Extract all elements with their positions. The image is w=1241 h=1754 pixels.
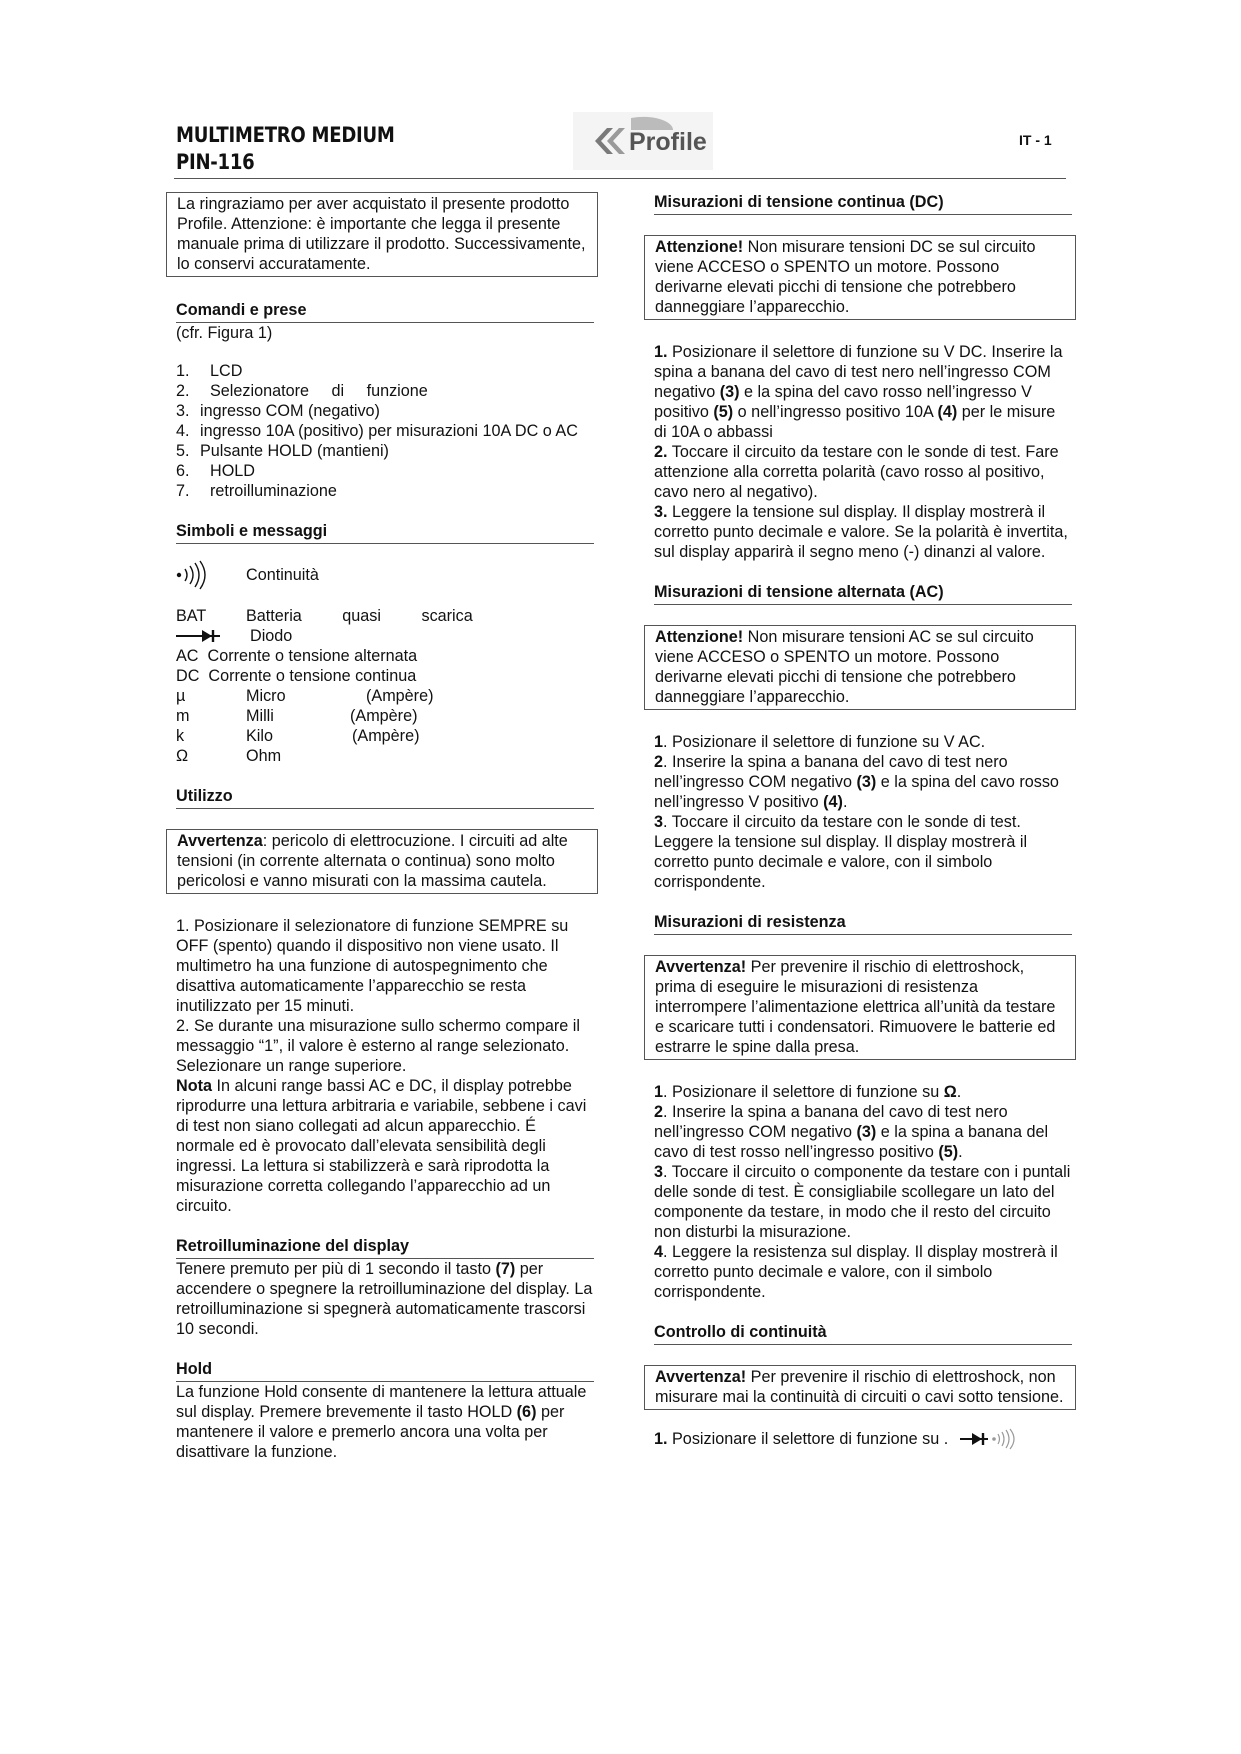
page-number: IT - 1 bbox=[1019, 132, 1052, 148]
intro-box bbox=[166, 192, 598, 277]
resistance-warning-box bbox=[644, 955, 1076, 1060]
document-title bbox=[176, 122, 395, 176]
diode-icon bbox=[176, 629, 220, 643]
use-warning-box bbox=[166, 829, 598, 894]
list-item: 6. HOLD bbox=[176, 462, 255, 480]
symbol-unit-row: µ Micro (Ampère) bbox=[176, 687, 434, 705]
dc-step-3: 3. Leggere la tensione sul display. Il display mostrerà il corretto punto decimale e valore. Se la polarità è invertita, sul display apparirà il segno meno (-) dinanzi al valore. bbox=[654, 503, 1068, 561]
hold-text: La funzione Hold consente di mantenere la lettura attuale sul display. Premere brevemente il tasto HOLD (6) per mantenere il valore e premerlo ancora una volta per disattivare la funzione. bbox=[176, 1383, 587, 1461]
ac-step-2: 2. Inserire la spina a banana del cavo di test nero nell’ingresso COM negativo (3) e la spina del cavo rosso nell’ingresso V positivo (4). bbox=[654, 753, 1059, 811]
continuity-heading: Controllo di continuità bbox=[654, 1322, 1072, 1345]
logo-text: Profile bbox=[629, 128, 707, 156]
diode-continuity-icon bbox=[960, 1428, 1022, 1450]
dc-step-2: 2. Toccare il circuito da testare con le sonde di test. Fare attenzione alla corretta polarità (cavo rosso al positivo, cavo nero al negativo). bbox=[654, 443, 1059, 501]
resistance-heading: Misurazioni di resistenza bbox=[654, 912, 1072, 935]
dc-warning-label: Attenzione! bbox=[655, 238, 744, 256]
controls-list bbox=[176, 361, 594, 501]
right-column bbox=[654, 192, 1072, 1450]
resistance-step-1: 1. Posizionare il selettore di funzione su Ω. bbox=[654, 1083, 962, 1101]
list-item: 5. Pulsante HOLD (mantieni) bbox=[176, 442, 389, 460]
ac-warning-box bbox=[644, 625, 1076, 710]
ac-step-3: 3. Toccare il circuito da testare con le sonde di test. Leggere la tensione sul display. Il display mostrerà il corretto punto decimale e valore, con il simbolo corrispondente. bbox=[654, 813, 1028, 891]
continuity-warning-box bbox=[644, 1365, 1076, 1410]
header-rule bbox=[174, 178, 1066, 179]
use-warning-text: : pericolo di elettrocuzione. I circuiti ad alte tensioni (in corrente alternata o continua) sono molto pericolosi e vanno misurati con la massima cautela. bbox=[177, 832, 568, 890]
resistance-warning-text: Per prevenire il rischio di elettroshock, prima di eseguire le misurazioni di resistenza interrompere l’alimentazione elettrica all’unità da testare e scaricare tutti i condensatori. Rimuovere le batterie ed estrarre le spine dalla presa. bbox=[655, 958, 1056, 1056]
list-item: 4. ingresso 10A (positivo) per misurazioni 10A DC o AC bbox=[176, 422, 578, 440]
use-warning-label: Avvertenza bbox=[177, 832, 263, 850]
symbol-unit-row: Ω Ohm bbox=[176, 747, 282, 765]
dc-warning-text: Non misurare tensioni DC se sul circuito viene ACCESO o SPENTO un motore. Possono derivarne elevati picchi di tensione che potrebbero danneggiare l’apparecchio. bbox=[655, 238, 1036, 316]
title-line-1: MULTIMETRO MEDIUM bbox=[176, 123, 395, 147]
controls-heading: Comandi e prese bbox=[176, 300, 594, 323]
continuity-warning-text: Per prevenire il rischio di elettroshock, non misurare mai la continuità di circuiti o cavi sotto tensione. bbox=[655, 1368, 1064, 1406]
dc-heading: Misurazioni di tensione continua (DC) bbox=[654, 192, 1072, 215]
controls-figure-ref: (cfr. Figura 1) bbox=[176, 324, 273, 342]
symbol-bat-row: BAT Batteria quasi scarica bbox=[176, 607, 473, 625]
symbol-unit-row: k Kilo (Ampère) bbox=[176, 727, 420, 745]
hold-heading: Hold bbox=[176, 1359, 594, 1382]
symbol-continuity-row bbox=[176, 560, 594, 590]
symbol-diode-row bbox=[176, 626, 594, 646]
backlight-text: Tenere premuto per più di 1 secondo il tasto (7) per accendere o spegnere la retroilluminazione del display. La retroilluminazione si spegnerà automaticamente trascorsi 10 secondi. bbox=[176, 1260, 593, 1338]
use-paragraph-2: 2. Se durante una misurazione sullo schermo compare il messaggio “1”, il valore è esterno al range selezionato. Selezionare un range superiore. bbox=[176, 1017, 580, 1075]
symbol-ac-row: AC Corrente o tensione alternata bbox=[176, 647, 418, 665]
backlight-heading: Retroilluminazione del display bbox=[176, 1236, 594, 1259]
ac-warning-label: Attenzione! bbox=[655, 628, 744, 646]
use-note-text: In alcuni range bassi AC e DC, il display potrebbe riprodurre una lettura arbitraria e variabile, sebbene i cavi di test non siano collegati ad alcun apparecchio. É normale ed è provocato dall’elevata sensibilità degli ingressi. La lettura si stabilizzerà e sarà riprodotta la misurazione corretta collegando l’apparecchio ad un circuito. bbox=[176, 1077, 587, 1215]
continuity-step-1: 1. Posizionare il selettore di funzione su . bbox=[654, 1428, 1072, 1450]
continuity-icon bbox=[176, 560, 212, 590]
intro-text: La ringraziamo per aver acquistato il presente prodotto Profile. Attenzione: è importante che legga il presente manuale prima di utilizzare il prodotto. Successivamente, lo conservi accuratamente. bbox=[177, 195, 586, 273]
symbol-dc-row: DC Corrente o tensione continua bbox=[176, 667, 417, 685]
dc-step-1: 1. Posizionare il selettore di funzione su V DC. Inserire la spina a banana del cavo di test nero nell’ingresso COM negativo (3) e la spina del cavo rosso nell’ingresso V positivo (5) o nell’ingresso positivo 10A (4) per le misure di 10A o abbassi bbox=[654, 343, 1063, 441]
ac-heading: Misurazioni di tensione alternata (AC) bbox=[654, 582, 1072, 605]
left-column bbox=[176, 192, 594, 1462]
list-item: 2. Selezionatore di funzione bbox=[176, 382, 428, 400]
resistance-step-4: 4. Leggere la resistenza sul display. Il display mostrerà il corretto punto decimale e valore, con il simbolo corrispondente. bbox=[654, 1243, 1058, 1301]
resistance-warning-label: Avvertenza! bbox=[655, 958, 747, 976]
list-item: 7. retroilluminazione bbox=[176, 482, 337, 500]
continuity-label: Continuità bbox=[246, 566, 319, 584]
profile-logo bbox=[573, 112, 713, 170]
ac-warning-text: Non misurare tensioni AC se sul circuito viene ACCESO o SPENTO un motore. Possono derivarne elevati picchi di tensione che potrebbero danneggiare l’apparecchio. bbox=[655, 628, 1034, 706]
symbols-heading: Simboli e messaggi bbox=[176, 521, 594, 544]
resistance-step-2: 2. Inserire la spina a banana del cavo di test nero nell’ingresso COM negativo (3) e la spina a banana del cavo di test rosso nell’ingresso positivo (5). bbox=[654, 1103, 1049, 1161]
use-paragraph-1: 1. Posizionare il selezionatore di funzione SEMPRE su OFF (spento) quando il dispositivo non viene usato. Il multimetro ha una funzione di autospegnimento che disattiva automaticamente l’apparecchio se resta inutilizzato per 15 minuti. bbox=[176, 917, 569, 1015]
title-line-2: PIN-116 bbox=[176, 150, 255, 174]
resistance-step-3: 3. Toccare il circuito o componente da testare con i puntali delle sonde di test. È consigliabile scollegare un lato del componente da testare, in modo che il resto del circuito non disturbi la misurazione. bbox=[654, 1163, 1071, 1241]
symbol-unit-row: m Milli (Ampère) bbox=[176, 707, 418, 725]
list-item: 1. LCD bbox=[176, 362, 243, 380]
ac-step-1: 1. Posizionare il selettore di funzione su V AC. bbox=[654, 733, 986, 751]
use-heading: Utilizzo bbox=[176, 786, 594, 809]
dc-warning-box bbox=[644, 235, 1076, 320]
diode-label: Diodo bbox=[250, 627, 293, 645]
list-item: 3. ingresso COM (negativo) bbox=[176, 402, 380, 420]
continuity-warning-label: Avvertenza! bbox=[655, 1368, 747, 1386]
use-note-label: Nota bbox=[176, 1077, 212, 1095]
